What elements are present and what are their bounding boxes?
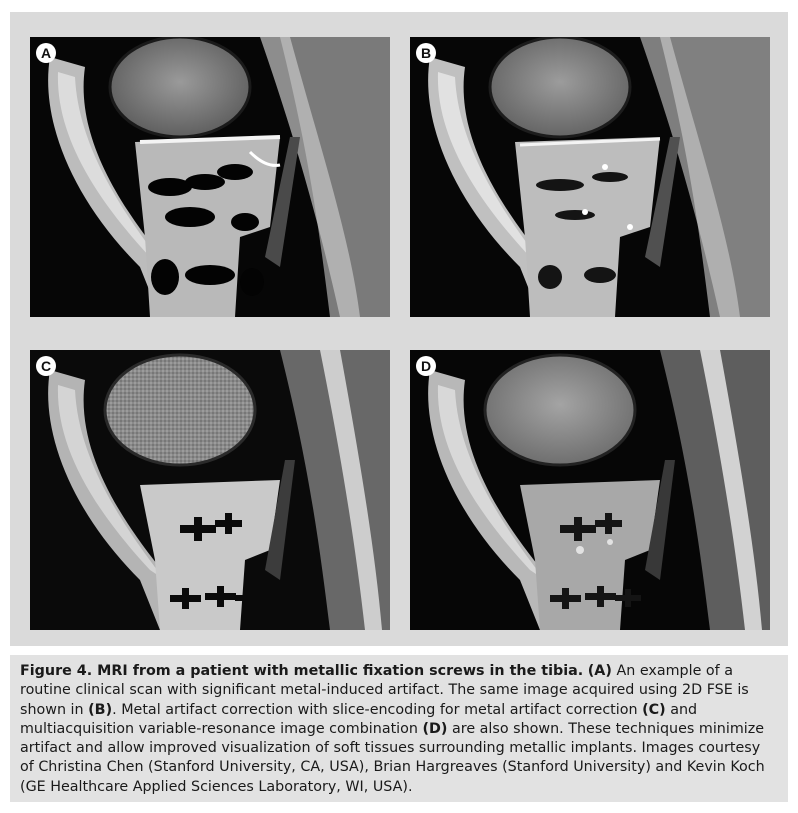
mri-image-b [410, 37, 770, 317]
mri-knee-scan-d [410, 350, 770, 630]
mri-knee-scan-a [30, 37, 390, 317]
mri-image-d [410, 350, 770, 630]
caption-ref-b: (B) [88, 701, 113, 718]
mri-image-a [30, 37, 390, 317]
caption-ref-a: (A) [587, 663, 612, 679]
mri-knee-scan-b [410, 37, 770, 317]
mri-image-c [30, 350, 390, 630]
panel-label-b: B [416, 43, 436, 63]
caption-text-1: An example of a routine clinical scan with significant metal-induced artifact. The same image acquired using 2D FSE is shown in [20, 663, 749, 718]
figure-panel [10, 12, 788, 646]
panel-label-d: D [416, 356, 436, 376]
caption-text-3: and multiacquisition variable-resonance image combination [20, 701, 698, 737]
caption-text-4: are also shown. These techniques minimize artifact and allow improved visualization of soft tissues surrounding metallic implants. Images courtesy of Christina Chen (Stanford University, CA, USA), Brian Hargreaves (Stanford University) and Kevin Koch (GE Healthcare Applied Sciences Laboratory, WI, USA). [20, 720, 765, 795]
panel-label-c: C [36, 356, 56, 376]
caption-ref-d: (D) [422, 720, 448, 737]
caption-title: Figure 4. MRI from a patient with metallic fixation screws in the tibia. [20, 663, 584, 679]
caption-ref-c: (C) [642, 701, 666, 718]
caption-text-2: . Metal artifact correction with slice-encoding for metal artifact correction [112, 701, 643, 718]
mri-knee-scan-c [30, 350, 390, 630]
figure-caption [10, 655, 788, 802]
panel-label-a: A [36, 43, 56, 63]
